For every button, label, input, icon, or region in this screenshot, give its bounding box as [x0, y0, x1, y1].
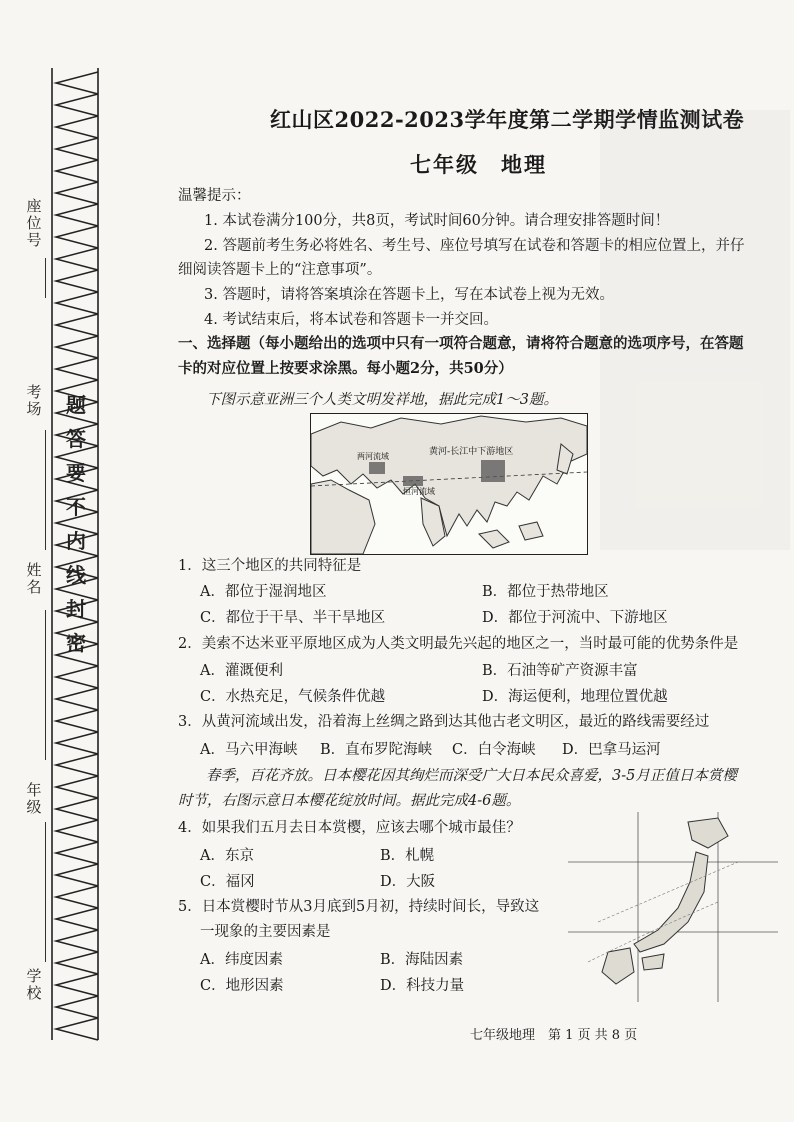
zigzag-chevron [56, 820, 98, 842]
q5-option-b[interactable]: B．海陆因素 [380, 952, 464, 968]
seal-char: 题 [66, 393, 86, 417]
q5-option-c[interactable]: C．地形因素 [200, 978, 284, 994]
zigzag-chevron [56, 1018, 98, 1040]
map-land-sea-islands [479, 522, 543, 548]
intro-questions-4-6-cont: 时节，右图示意日本樱花绽放时间。据此完成4-6题。 [178, 793, 521, 809]
zigzag-chevron [56, 336, 98, 358]
intro-questions-4-6: 春季，百花齐放。日本樱花因其绚烂而深受广大日本民众喜爱，3-5月正值日本赏樱 [206, 768, 737, 784]
zigzag-chevron [56, 292, 98, 314]
asia-civilization-map [310, 413, 588, 555]
question-1: 1．这三个地区的共同特征是 [178, 558, 362, 574]
notice-item: 4. 考试结束后，将本试卷和答题卡一并交回。 [204, 312, 498, 328]
japan-sakura-map [568, 812, 778, 1002]
seal-char: 封 [66, 597, 86, 621]
section-heading-cont: 卡的对应位置上按要求涂黑。每小题2分，共50分） [178, 360, 513, 377]
grade-label: 年级 [26, 781, 42, 816]
q1-option-c[interactable]: C．都位于干旱、半干旱地区 [200, 610, 386, 626]
exam-subtitle [410, 149, 547, 179]
zigzag-chevron [56, 358, 98, 380]
zigzag-chevron [56, 952, 98, 974]
zigzag-chevron [56, 864, 98, 886]
zigzag-chevron [56, 138, 98, 160]
zigzag-chevron [56, 72, 98, 94]
exam-room-label: 考场 [26, 383, 42, 418]
map-area-ganges [403, 476, 423, 486]
zigzag-chevron [56, 204, 98, 226]
zigzag-chevron [56, 798, 98, 820]
exam-title: 红山区2022-2023学年度第二学期学情监测试卷 [270, 107, 745, 132]
q1-option-a[interactable]: A．都位于湿润地区 [200, 584, 327, 600]
map-label-mesopotamia: 两河流域 [357, 452, 389, 461]
notice-item: 1. 本试卷满分100分，共8页，考试时间60分钟。请合理安排答题时间！ [204, 213, 670, 229]
question-5: 5．日本赏樱时节从3月底到5月初，持续时间长，导致这 [178, 899, 540, 915]
zigzag-chevron [56, 182, 98, 204]
zigzag-chevron [56, 270, 98, 292]
q2-option-b[interactable]: B．石油等矿产资源丰富 [482, 663, 638, 679]
q4-option-d[interactable]: D．大阪 [380, 874, 436, 890]
zigzag-chevron [56, 908, 98, 930]
seat-number-label: 座位号 [26, 197, 42, 249]
q4-option-c[interactable]: C．福冈 [200, 874, 255, 890]
japan-shikoku [642, 954, 664, 970]
q3-option-b[interactable]: B．直布罗陀海峡 [320, 742, 433, 758]
zigzag-chevron [56, 226, 98, 248]
notice-item: 细阅读答题卡上的“注意事项”。 [178, 262, 382, 278]
name-label: 姓名 [26, 561, 42, 596]
zigzag-chevron [56, 94, 98, 116]
zigzag-chevron [56, 116, 98, 138]
zigzag-chevron [56, 666, 98, 688]
q5-option-a[interactable]: A．纬度因素 [200, 952, 283, 968]
notice-heading: 温馨提示： [178, 188, 251, 204]
school-label: 学校 [26, 967, 42, 1002]
zigzag-chevron [56, 776, 98, 798]
question-5-cont: 一现象的主要因素是 [200, 924, 331, 940]
subject-text: 地理 [501, 152, 547, 177]
seal-char: 要 [66, 461, 86, 485]
bloom-isoline [598, 862, 738, 922]
zigzag-chevron [56, 754, 98, 776]
japan-kyushu [602, 948, 634, 984]
map-area-yellow-yangtze [481, 460, 505, 482]
q4-option-a[interactable]: A．东京 [200, 848, 254, 864]
zigzag-chevron [56, 974, 98, 996]
zigzag-chevron [56, 688, 98, 710]
q5-option-d[interactable]: D．科技力量 [380, 978, 465, 994]
zigzag-chevron [56, 996, 98, 1018]
question-2: 2．美索不达米亚平原地区成为人类文明最先兴起的地区之一，当时最可能的优势条件是 [178, 636, 739, 652]
zigzag-chevron [56, 314, 98, 336]
section-heading: 一、选择题（每小题给出的选项中只有一项符合题意，请将符合题意的选项序号，在答题 [178, 335, 744, 352]
q3-option-a[interactable]: A．马六甲海峡 [200, 742, 298, 758]
name-line[interactable] [45, 610, 46, 760]
seal-char: 不 [66, 495, 86, 519]
zigzag-chevron [56, 248, 98, 270]
question-3: 3．从黄河流域出发，沿着海上丝绸之路到达其他古老文明区，最近的路线需要经过 [178, 714, 710, 730]
seal-char: 内 [66, 529, 86, 553]
zigzag-chevron [56, 886, 98, 908]
zigzag-chevron [56, 160, 98, 182]
intro-questions-1-3: 下图示意亚洲三个人类文明发祥地，据此完成1～3题。 [206, 392, 558, 408]
q3-option-d[interactable]: D．巴拿马运河 [562, 742, 661, 758]
q4-option-b[interactable]: B．札幌 [380, 848, 435, 864]
map-land-africa [311, 480, 375, 554]
grade-text: 七年级 [410, 152, 479, 177]
seat-number-line[interactable] [45, 258, 46, 298]
q2-option-c[interactable]: C．水热充足，气候条件优越 [200, 689, 386, 705]
zigzag-chevron [56, 732, 98, 754]
bleed-through-shading [600, 110, 790, 550]
seal-char: 线 [66, 563, 86, 587]
binding-strip [0, 0, 130, 1122]
q1-option-b[interactable]: B．都位于热带地区 [482, 584, 609, 600]
notice-item: 2. 答题前考生务必将姓名、考生号、座位号填写在试卷和答题卡的相应位置上，并仔 [204, 238, 745, 254]
seal-char: 密 [66, 631, 86, 655]
map-area-mesopotamia [369, 462, 385, 474]
zigzag-chevron [56, 930, 98, 952]
seal-line-notice [64, 388, 88, 660]
q1-option-d[interactable]: D．都位于河流中、下游地区 [482, 610, 668, 626]
q3-option-c[interactable]: C．白令海峡 [452, 742, 536, 758]
japan-hokkaido [688, 818, 728, 848]
zigzag-chevron [56, 842, 98, 864]
map-label-ganges: 恒河流域 [403, 487, 435, 496]
page-footer: 七年级地理 第 1 页 共 8 页 [470, 1028, 638, 1043]
zigzag-chevron [56, 710, 98, 732]
question-4: 4．如果我们五月去日本赏樱，应该去哪个城市最佳？ [178, 820, 521, 836]
exam-room-line[interactable] [45, 430, 46, 550]
grade-line[interactable] [45, 822, 46, 962]
notice-item: 3. 答题时，请将答案填涂在答题卡上，写在本试卷上视为无效。 [204, 287, 614, 303]
q2-option-a[interactable]: A．灌溉便利 [200, 663, 283, 679]
map-label-yellow-yangtze: 黄河-长江中下游地区 [429, 447, 514, 457]
seal-char: 答 [66, 427, 86, 451]
q2-option-d[interactable]: D．海运便利，地理位置优越 [482, 689, 668, 705]
